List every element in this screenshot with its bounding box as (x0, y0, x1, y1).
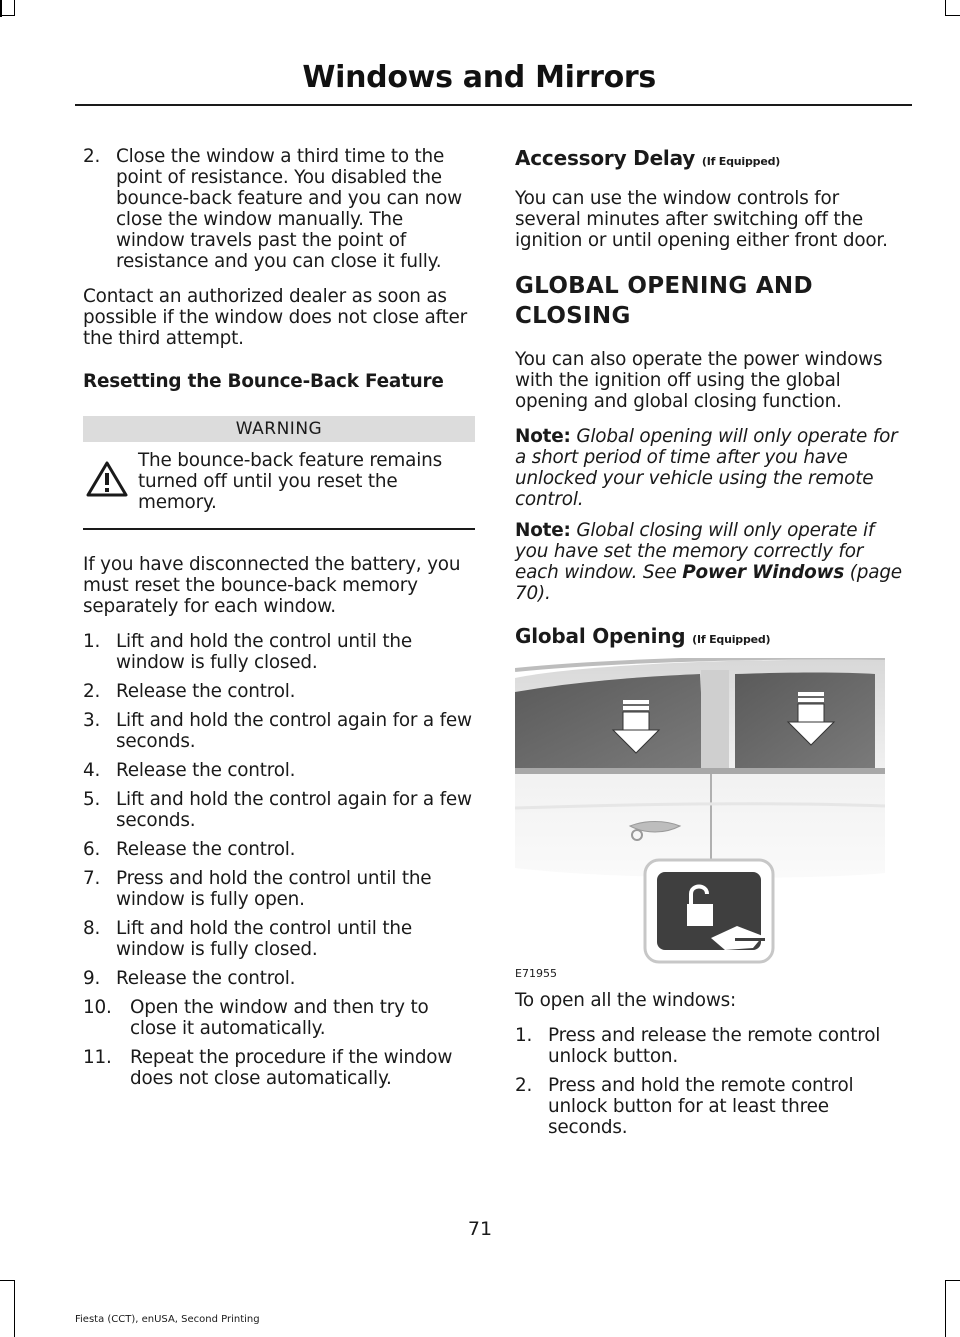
step-number: 1. (83, 631, 101, 652)
figure-code: E71955 (515, 967, 557, 980)
accessory-delay-text: You can use the window controls for several minutes after switching off the ignition or until opening either front door. (515, 188, 888, 251)
reset-intro: If you have disconnected the battery, you must reset the bounce-back memory separately for each window. (83, 554, 461, 617)
warning-text: The bounce-back feature remains turned off until you reset the memory. (138, 450, 442, 513)
step-number: 9. (83, 968, 101, 989)
step-text: Lift and hold the control until the window is fully closed. (116, 918, 412, 960)
step-text: Release the control. (116, 968, 296, 989)
heading-text: Global Opening (515, 624, 686, 648)
contact-dealer-paragraph: Contact an authorized dealer as soon as possible if the window does not close after the third attempt. (83, 286, 467, 349)
warning-label: WARNING (83, 416, 475, 442)
note-text: Global closing will only operate if you have set the memory correctly for each window. (515, 520, 875, 583)
step-text: Lift and hold the control again for a few seconds. (116, 789, 472, 831)
step-text: Press and hold the control until the window is fully open. (116, 868, 432, 910)
step-text: Press and release the remote control unlock button. (548, 1025, 881, 1067)
step-number: 2. (83, 146, 101, 167)
note-label: Note: (515, 426, 571, 447)
step-number: 2. (515, 1075, 533, 1096)
crop-mark (0, 15, 15, 16)
list-item (83, 1047, 475, 1089)
step-text: Close the window a third time to the point of resistance. You disabled the bounce-back feature and you can now close the window manually. The window travels past the point of resistance and you can close it fully. (116, 146, 463, 272)
left-column (83, 146, 475, 1097)
warning-rule (83, 528, 475, 530)
header-rule (75, 104, 912, 106)
crop-mark (0, 0, 2, 16)
step-text: Lift and hold the control until the window is fully closed. (116, 631, 412, 673)
step-number: 10. (83, 997, 112, 1018)
step-number: 5. (83, 789, 101, 810)
crop-mark (945, 15, 960, 16)
global-opening-illustration (515, 658, 885, 980)
step-number: 4. (83, 760, 101, 781)
note-text: Global opening will only operate for a short period of time after you have unlocked your vehicle using the remote control. (515, 426, 898, 510)
see-text: See (642, 562, 677, 583)
step-text: Lift and hold the control again for a few seconds. (116, 710, 472, 752)
note-global-closing (515, 520, 907, 604)
step-number: 3. (83, 710, 101, 731)
step-number: 1. (515, 1025, 533, 1046)
list-item (83, 839, 475, 860)
footer-text: Fiesta (CCT), enUSA, Second Printing (75, 1314, 260, 1325)
list-item (83, 918, 475, 960)
crop-mark (945, 0, 946, 16)
crop-mark (945, 1280, 946, 1337)
reset-steps-list (83, 631, 475, 1089)
note-label: Note: (515, 520, 571, 541)
if-equipped-tag: (If Equipped) (692, 633, 771, 646)
step-text: Release the control. (116, 681, 296, 702)
list-item (83, 760, 475, 781)
global-opening-heading (515, 624, 907, 648)
page-reference: (page 70). (515, 562, 902, 604)
heading-text: Accessory Delay (515, 146, 696, 170)
crop-mark (945, 1280, 960, 1281)
page-number: 71 (467, 1218, 493, 1240)
step-number: 6. (83, 839, 101, 860)
step-number: 2. (83, 681, 101, 702)
to-open-text: To open all the windows: (515, 990, 737, 1011)
list-item (83, 868, 475, 910)
list-item (83, 789, 475, 831)
heading-line: GLOBAL OPENING AND (515, 273, 813, 299)
step-number: 11. (83, 1047, 112, 1068)
if-equipped-tag: (If Equipped) (701, 155, 781, 168)
reset-heading: Resetting the Bounce-Back Feature (83, 371, 444, 392)
right-column (515, 146, 907, 1146)
bounce-back-step (83, 146, 475, 272)
global-opening-closing-heading (515, 271, 907, 331)
list-item (83, 710, 475, 752)
list-item (83, 681, 475, 702)
crop-mark (0, 16, 2, 17)
car-windows-illustration (515, 658, 885, 980)
heading-line: CLOSING (515, 303, 631, 329)
warning-triangle-icon (86, 460, 128, 498)
step-number: 7. (83, 868, 101, 889)
step-number: 8. (83, 918, 101, 939)
crop-mark (14, 1280, 15, 1337)
accessory-delay-heading (515, 146, 907, 170)
note-global-opening (515, 426, 907, 510)
list-item (83, 631, 475, 673)
step-text: Open the window and then try to close it automatically. (130, 997, 429, 1039)
step-text: Press and hold the remote control unlock button for at least three seconds. (548, 1075, 854, 1138)
list-item (515, 1025, 907, 1067)
list-item (83, 997, 475, 1039)
page-header-title: Windows and Mirrors (302, 60, 656, 95)
list-item (515, 1075, 907, 1138)
global-intro: You can also operate the power windows with the ignition off using the global opening and global closing function. (515, 349, 883, 412)
list-item (83, 968, 475, 989)
step-text: Release the control. (116, 839, 296, 860)
crop-mark (14, 0, 15, 16)
step-text: Repeat the procedure if the window does not close automatically. (130, 1047, 453, 1089)
remote-unlock-button-icon (645, 860, 773, 962)
warning-box (83, 416, 475, 530)
crop-mark (0, 1280, 15, 1281)
power-windows-link[interactable]: Power Windows (682, 562, 845, 583)
step-text: Release the control. (116, 760, 296, 781)
